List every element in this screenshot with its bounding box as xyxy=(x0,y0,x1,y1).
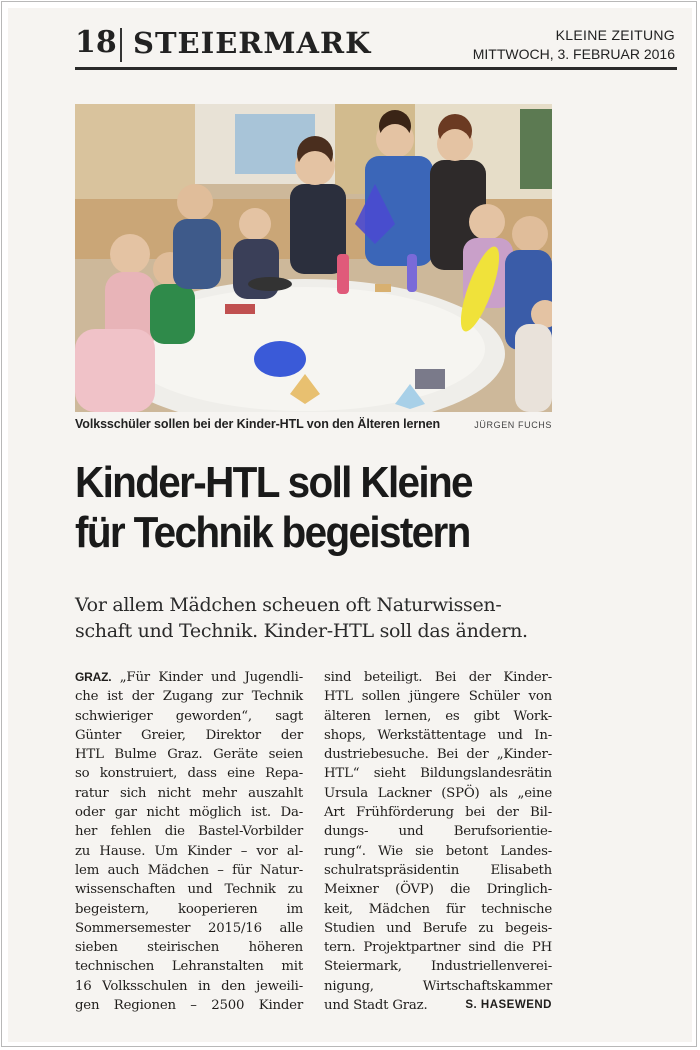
text-line: Art Frühförderung bei der Bil- xyxy=(324,805,552,821)
text-line: tern. Projektpartner sind die PH xyxy=(324,940,552,956)
text-line: technischen Lehranstalten mit xyxy=(75,959,303,975)
text-line: Meixner (ÖVP) die Dringlich- xyxy=(324,882,552,898)
text-line: HTL“ sieht Bildungslandesrätin xyxy=(324,766,552,782)
headline-line-2: für Technik begeistern xyxy=(75,508,470,557)
headline-line-1: Kinder-HTL soll Kleine xyxy=(75,458,472,507)
text-line: wissenschaften und Technik zu xyxy=(75,882,303,898)
text-line: Günter Greier, Direktor der xyxy=(75,727,303,743)
text-line: Studien und Berufe zu begeis- xyxy=(324,920,552,936)
text-line: shops, Werkstättentage und In- xyxy=(324,727,552,743)
text-line: oder gar nicht möglich ist. Da- xyxy=(75,805,303,821)
photo-caption: Volksschüler sollen bei der Kinder-HTL von den Älteren lernen xyxy=(75,417,441,431)
text-line: begeistern, kooperieren im xyxy=(75,901,303,917)
article-column-1 xyxy=(75,668,303,1015)
text-line: so konstruiert, dass eine Repa- xyxy=(75,766,303,782)
article-column-2 xyxy=(324,668,552,1015)
text-line: sieben steirischen höheren xyxy=(75,940,303,956)
text-line: Sommersemester 2015/16 alle xyxy=(75,920,303,936)
text-line: HTL Bulme Graz. Geräte seien xyxy=(75,747,303,763)
subhead-line-1: Vor allem Mädchen scheuen oft Naturwissen- xyxy=(75,594,502,616)
article-photo xyxy=(75,104,552,412)
section-title: STEIERMARK xyxy=(133,26,372,60)
text-line: rung“. Wie sie betont Landes- xyxy=(324,843,552,859)
header-separator xyxy=(120,28,122,62)
text-line: schulratspräsidentin Elisabeth xyxy=(324,862,552,878)
text-line: Steiermark, Industriellenverei- xyxy=(324,959,552,975)
dateline: GRAZ. xyxy=(75,670,112,684)
text-line: che ist der Zugang zur Technik xyxy=(75,689,303,705)
text-line: zu Hause. Um Kinder – vor al- xyxy=(75,843,303,859)
text-line: älteren lernen, es gibt Work- xyxy=(324,708,552,724)
newspaper-name: KLEINE ZEITUNG xyxy=(555,27,675,43)
text-line: 16 Volksschulen in den jeweili- xyxy=(75,978,303,994)
text-line: keit, Mädchen für technische xyxy=(324,901,552,917)
text-line: sind beteiligt. Bei der Kinder- xyxy=(324,670,552,685)
text-line: gen Regionen – 2500 Kinder xyxy=(75,998,303,1014)
text-line: GRAZ. „Für Kinder und Jugendli- xyxy=(75,670,303,685)
page-number: 18 xyxy=(75,25,117,60)
photo-credit: JÜRGEN FUCHS xyxy=(474,420,552,430)
text-line: Ursula Lackner (SPÖ) als „eine xyxy=(324,785,552,801)
article-headline xyxy=(75,458,590,558)
article-subheadline xyxy=(75,592,595,644)
text-line: nigung, Wirtschaftskammer xyxy=(324,978,552,994)
issue-date: MITTWOCH, 3. FEBRUAR 2016 xyxy=(472,46,675,62)
text-line: dustriebesuche. Bei der „Kinder- xyxy=(324,747,552,763)
text-line: dungs- und Berufsorientie- xyxy=(324,824,552,840)
article-author: S. HASEWEND xyxy=(465,999,552,1012)
text-line: schwieriger geworden“, sagt xyxy=(75,708,303,724)
text-line: HTL sollen jüngere Schüler von xyxy=(324,689,552,705)
text-line: ratur sich nicht mehr auszahlt xyxy=(75,785,303,801)
subhead-line-2: schaft und Technik. Kinder-HTL soll das ändern. xyxy=(75,620,528,642)
text-line: und Stadt Graz. S. HASEWEND xyxy=(324,996,552,1015)
text-line: lem auch Mädchen – für Natur- xyxy=(75,862,303,878)
header-rule xyxy=(75,67,677,70)
text-line: her fehlen die Bastel-Vorbilder xyxy=(75,824,303,840)
